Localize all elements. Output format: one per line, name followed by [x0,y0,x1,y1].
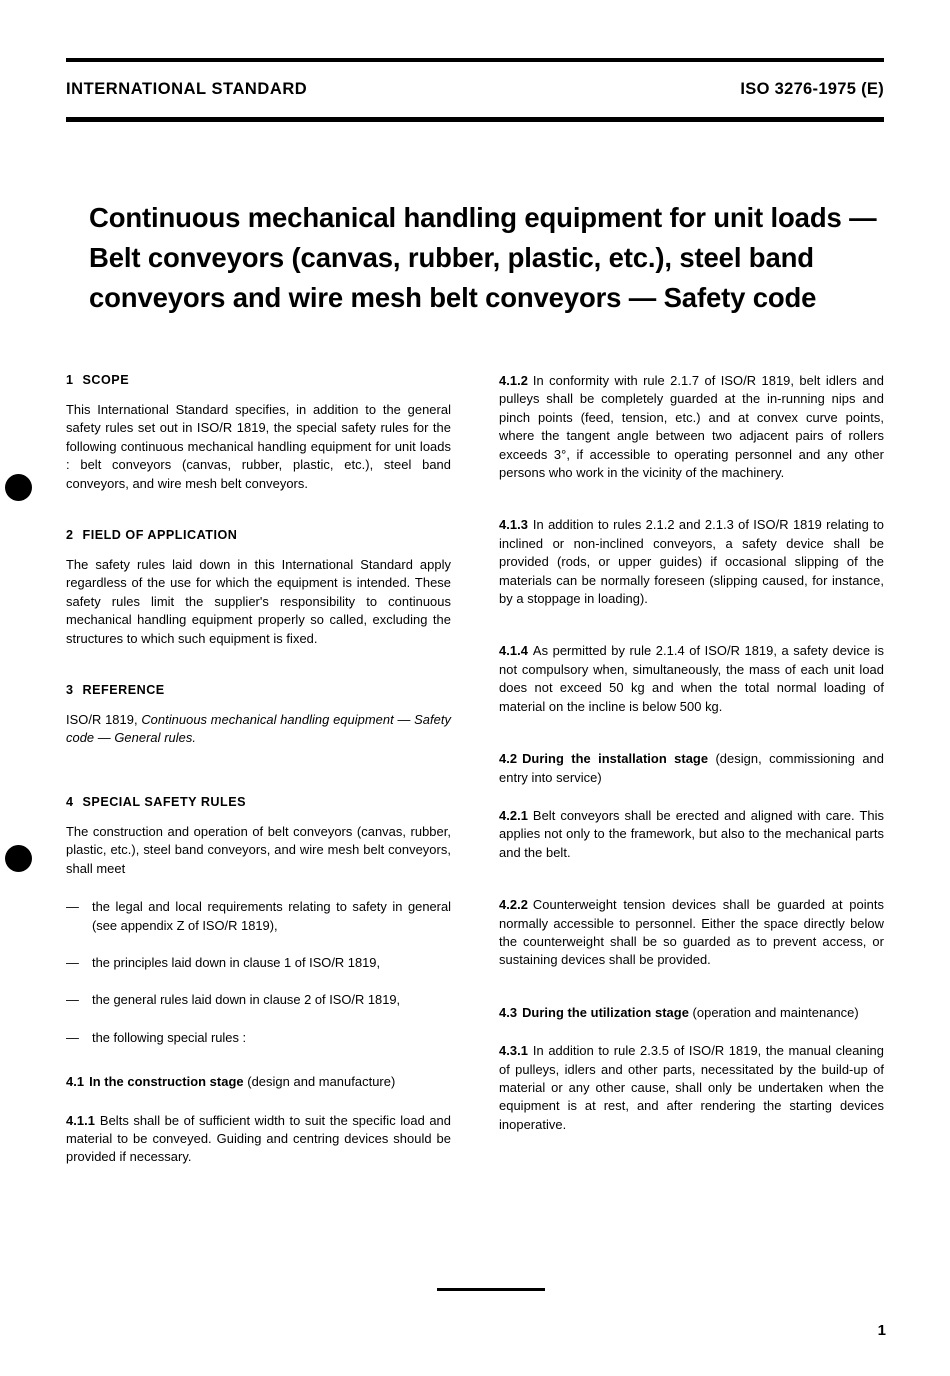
section-heading-special-safety-rules [66,794,451,810]
spacer [499,502,884,516]
clause-label-4-1: 4.1 [66,1074,85,1090]
clause-4-1-3-text: In addition to rules 2.1.2 and 2.1.3 of ISO/R 1819 relating to inclined or non-inclined conveyors, a safety device shall be provided (rods, or upper guides) if occasional slipping of the materials can be normally foreseen (slipping caused, for instance, by a stoppage in loading). [499,517,884,607]
dash-bullet-icon: — [66,1029,79,1045]
clause-4-1-1-text: Belts shall be of sufficient width to suit the specific load and material to be conveyed. Guiding and centring devices should be provided if necessary. [66,1112,451,1165]
clause-4-3-subtitle: (operation and maintenance) [688,1004,859,1020]
section-title-1: SCOPE [82,373,130,387]
section-number-1: 1 [66,373,74,387]
clause-4-1-3 [499,516,884,608]
reference-title: Continuous mechanical handling equipment — Safety code — General rules. [66,712,451,746]
spacer [66,668,451,682]
list-item [66,954,451,972]
dash-bullet-icon: — [66,954,79,970]
header-standard-type: INTERNATIONAL STANDARD [66,80,308,98]
left-column [66,372,451,1167]
dash-bullet-icon: — [66,899,79,915]
clause-4-1-4-text: As permitted by rule 2.1.4 of ISO/R 1819, a safety device is not compulsory when, simultaneously, the mass of each unit load does not exceed 50 kg and when the total normal loading of material on the incline is below 500 kg. [499,643,884,714]
clause-4-2-title: During the installation stage [522,751,709,767]
clause-4-3-1-text: In addition to rule 2.3.5 of ISO/R 1819, the manual cleaning of pulleys, idlers and other parts, necessitated by the build-up of material or any other cause, shall only be undertaken when the equipment is at rest, and after rendering the starting devices inoperative. [499,1043,884,1132]
clause-4-3-title: During the utilization stage [522,1004,689,1020]
clause-label-4-3: 4.3 [499,1004,518,1020]
spacer [499,736,884,750]
document-title-line-3: conveyors and wire mesh belt conveyors — Safety code [89,282,817,313]
list-item-text: the principles laid down in clause 1 of ISO/R 1819, [92,954,381,970]
paragraph-reference [66,711,451,748]
header-top-rule [66,58,884,62]
spacer [499,628,884,642]
paragraph-field-of-application: The safety rules laid down in this International Standard apply regardless of the use for which the equipment is intended. These safety rules limit the supplier's responsibility to continuous mechanical handling equipment properly so called, excluding the structures to which such equipment is fixed. [66,557,451,646]
clause-4-2-2-text: Counterweight tension devices shall be guarded at points normally accessible to personnel. Either the space directly below the counterweight shall be so guarded as to prevent access, or sustaining devices shall be provided. [499,897,884,968]
clause-4-2-heading [499,750,884,787]
section-title-3: REFERENCE [82,683,165,698]
section-number-3: 3 [66,683,74,698]
clause-label-4-1-2: 4.1.2 [499,373,528,388]
clause-4-2-subtitle: (design, commissioning and entry into service) [499,751,884,785]
clause-4-1-title: In the construction stage [89,1074,244,1090]
footer-rule [437,1288,545,1291]
reference-id: ISO/R 1819, [66,712,142,728]
document-title-line-1: Continuous mechanical handling equipment for unit loads — [89,202,877,233]
paragraph-special-safety-intro: The construction and operation of belt conveyors (canvas, rubber, plastic, etc.), steel band conveyors, and wire mesh belt conveyors, shall meet [66,823,451,876]
clause-4-3-1 [499,1042,884,1134]
margin-punch-dot-upper [5,474,32,501]
special-safety-rules-list [66,898,451,1047]
spacer [66,513,451,527]
header-standard-number: ISO 3276-1975 (E) [740,80,884,98]
clause-label-4-1-4: 4.1.4 [499,643,528,659]
clause-4-2-1-text: Belt conveyors shall be erected and aligned with care. This applies not only to the framework, but also to the mechanical parts and the belt. [499,807,884,860]
right-column [499,372,884,1167]
list-item [66,991,451,1009]
body-columns [66,372,884,1167]
margin-punch-dot-lower [5,845,32,872]
clause-4-1-2-text: In conformity with rule 2.1.7 of ISO/R 1819, belt idlers and pulleys shall be completely guarded at the in-running nips and pinch points (feed, tension, etc.) and at convex curve points, where the tangent angle between two adjacent pairs of rollers exceeds 3°, if accessible to operating personnel and any other persons who work in the vicinity of the machinery. [499,373,884,481]
clause-label-4-2-1: 4.2.1 [499,807,528,823]
clause-4-2-2 [499,896,884,970]
clause-label-4-3-1: 4.3.1 [499,1043,528,1059]
clause-label-4-2-2: 4.2.2 [499,897,528,913]
list-item [66,898,451,935]
header-bottom-rule [66,117,884,122]
spacer [499,882,884,896]
clause-4-1-4 [499,642,884,716]
section-heading-reference [66,682,451,698]
list-item-text: the general rules laid down in clause 2 of ISO/R 1819, [92,992,401,1008]
clause-label-4-2: 4.2 [499,751,518,767]
list-item-text: the legal and local requirements relating to safety in general (see appendix Z of ISO/R 1819), [92,899,451,933]
page-header [66,80,884,99]
clause-label-4-1-3: 4.1.3 [499,517,528,533]
clause-4-1-heading [66,1073,451,1091]
spacer [66,768,451,794]
clause-label-4-1-1: 4.1.1 [66,1112,95,1128]
spacer [499,990,884,1004]
list-item-text: the following special rules : [92,1029,247,1045]
page-number: 1 [877,1322,886,1339]
spacer [66,1047,451,1073]
paragraph-scope: This International Standard specifies, in addition to the general safety rules set out in ISO/R 1819, the special safety rules for the following continuous mechanical handling equipment for unit loads : belt conveyors (canvas, rubber, plastic, etc.), steel band conveyors, and wire mesh belt conveyors. [66,402,451,491]
list-item [66,1029,451,1047]
clause-4-1-subtitle: (design and manufacture) [243,1074,396,1090]
section-title-2: FIELD OF APPLICATION [82,528,238,543]
clause-4-3-heading [499,1004,884,1022]
document-title-line-2: Belt conveyors (canvas, rubber, plastic, etc.), steel band [89,242,814,273]
section-number-4: 4 [66,794,74,809]
clause-4-2-1 [499,807,884,862]
dash-bullet-icon: — [66,992,79,1008]
section-number-2: 2 [66,528,74,543]
document-title [89,198,879,318]
clause-4-1-2 [499,372,884,482]
section-title-4: SPECIAL SAFETY RULES [82,794,247,809]
section-heading-field-of-application [66,527,451,543]
clause-4-1-1 [66,1112,451,1167]
section-heading-scope [66,372,451,388]
